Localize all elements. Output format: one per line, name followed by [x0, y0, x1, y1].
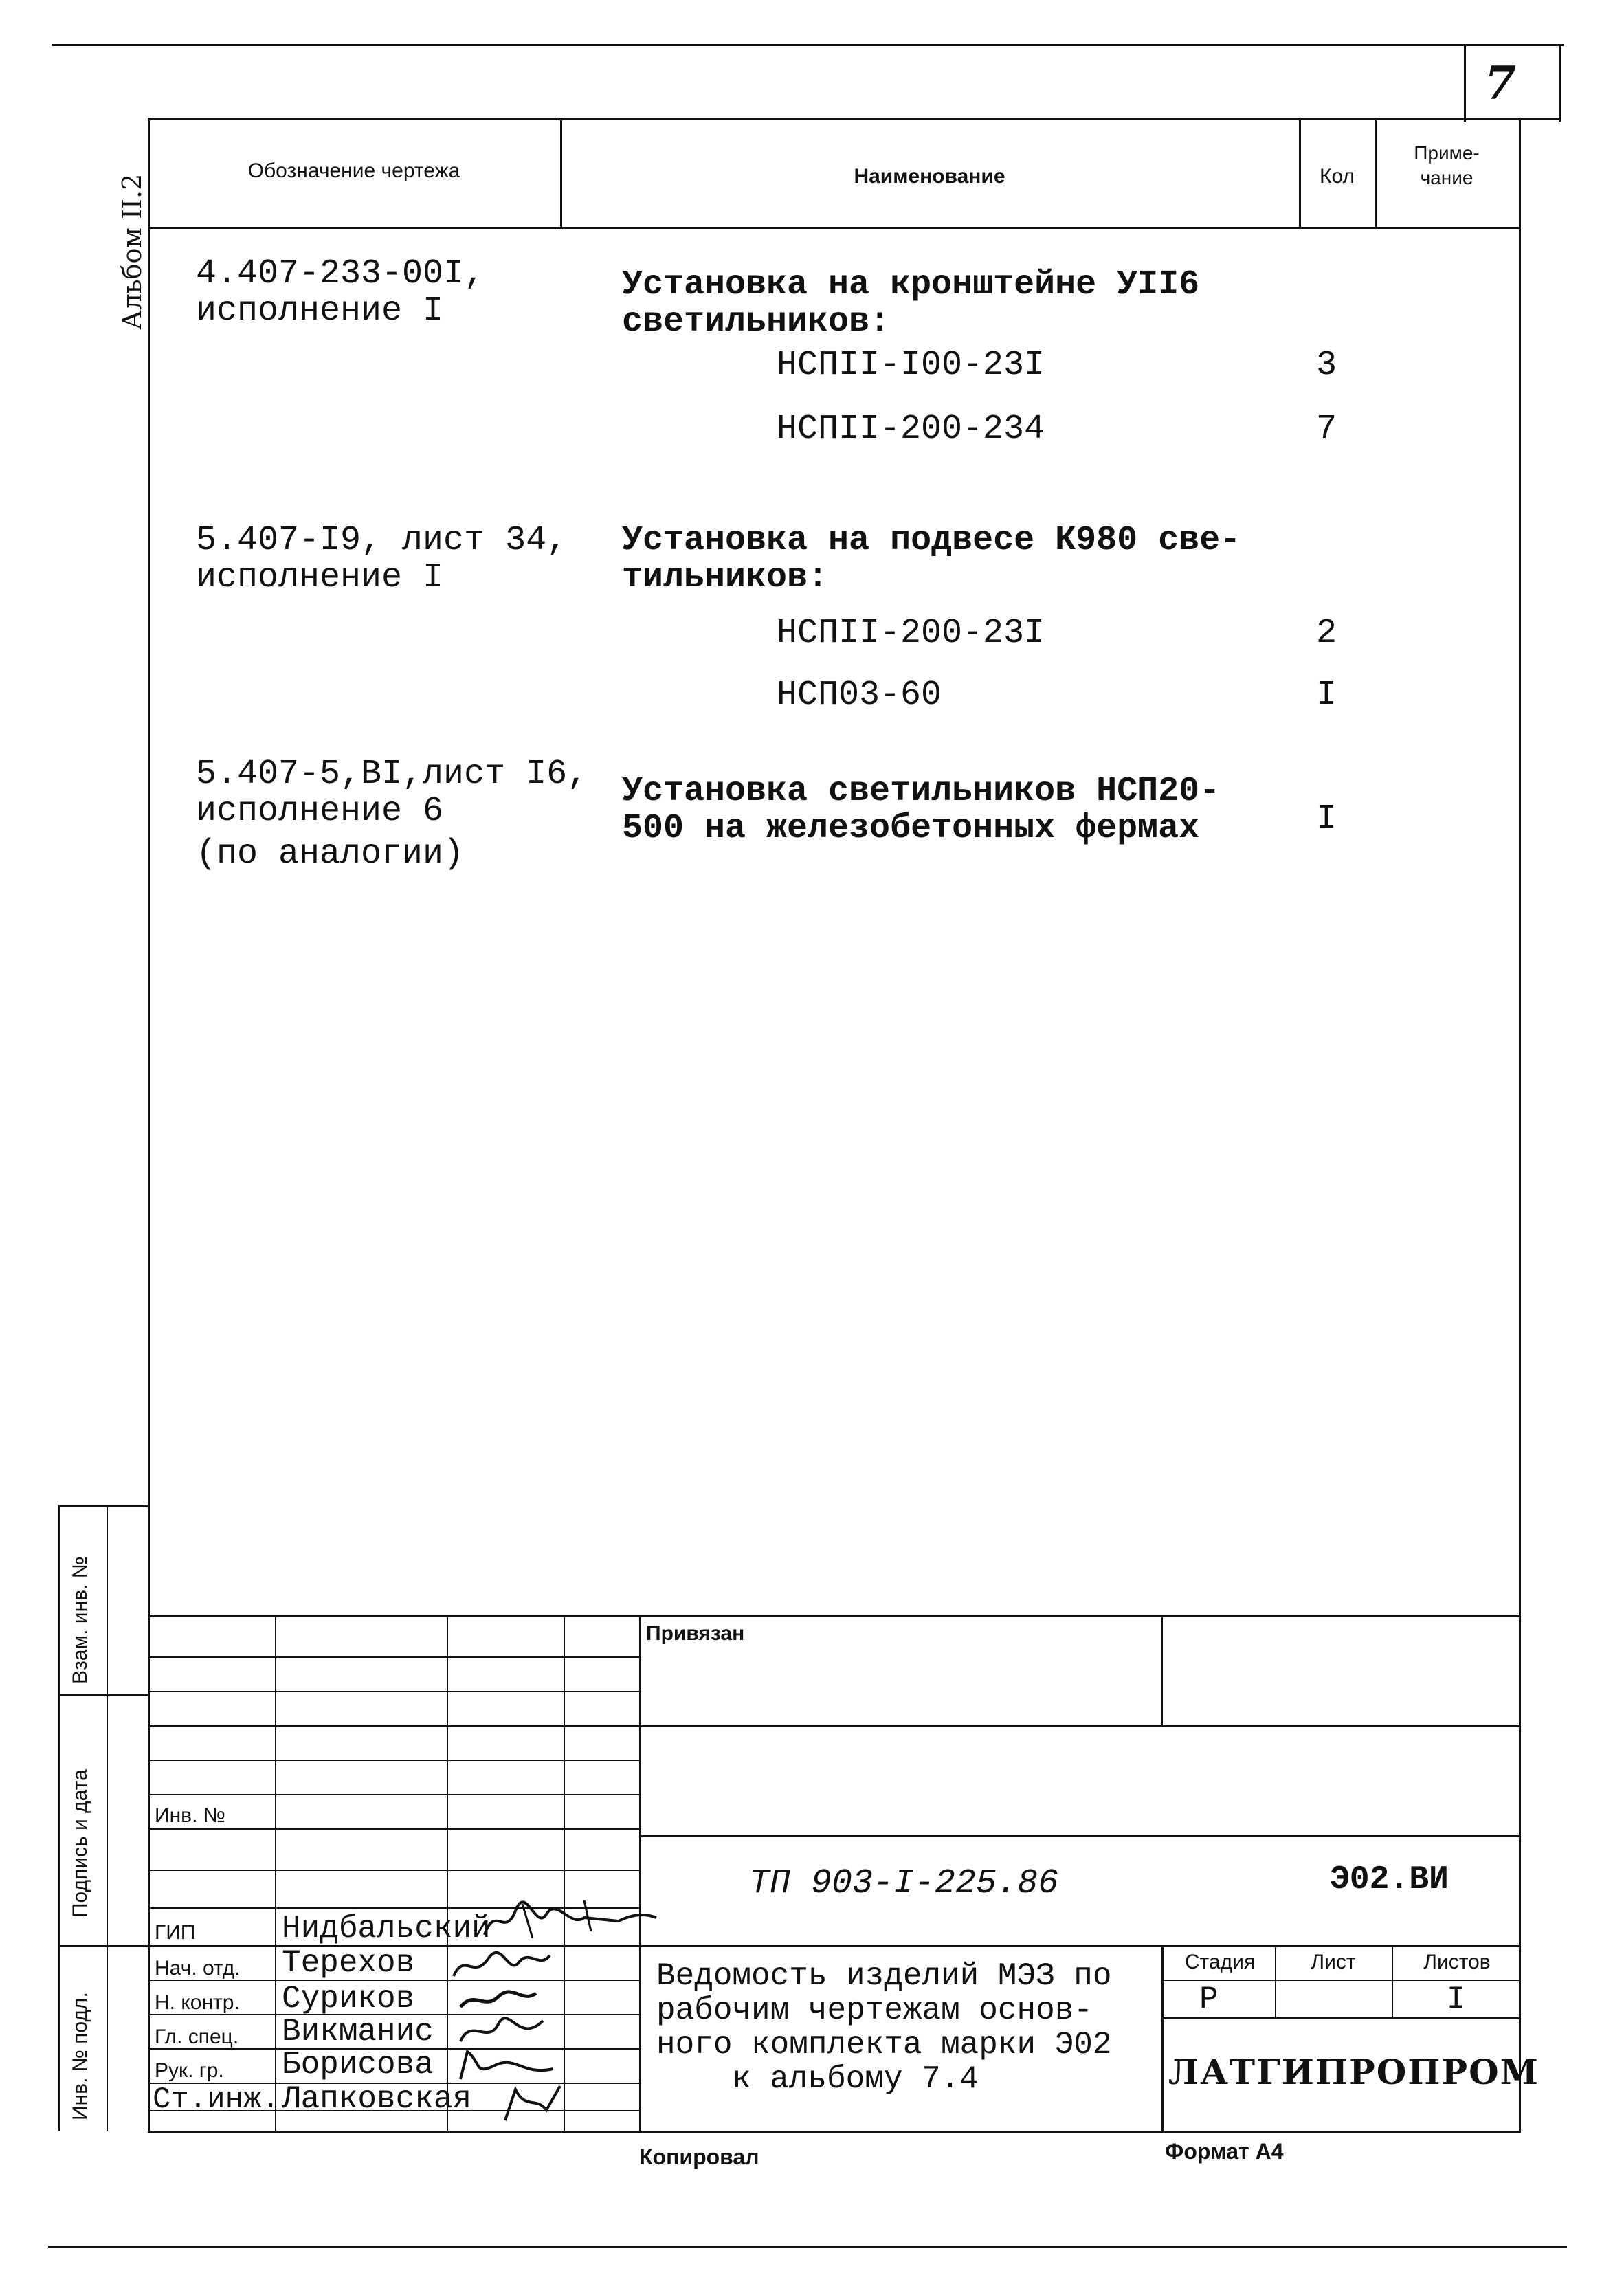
entry-3-qty: I — [1316, 799, 1337, 839]
inv-no-label: Инв. № — [155, 1804, 225, 1827]
stage-values-bottom — [1161, 2017, 1521, 2019]
signature-2 — [450, 1949, 553, 1983]
project-code: ТП 903-I-225.86 — [749, 1864, 1059, 1903]
header-designation: Обозначение чертежа — [247, 159, 460, 182]
entry-1-designation-line-1: 4.407-233-00I, — [196, 254, 485, 293]
side-stamp-top — [58, 1505, 148, 1507]
col-divider-1 — [560, 118, 562, 228]
sheet-label: Лист — [1311, 1951, 1356, 1973]
side-stamp-inner-line — [107, 1505, 108, 2131]
main-frame-bottom — [148, 2131, 1521, 2133]
staff-name-1: Нидбальский — [282, 1911, 491, 1947]
title-block-top — [148, 1615, 1521, 1617]
entry-1-name — [622, 267, 1199, 341]
entry-1-item-1-qty: 3 — [1316, 346, 1337, 385]
stage-value: Р — [1199, 1982, 1219, 2017]
organization-name: ЛАТГИПРОПРОМ — [1168, 2052, 1539, 2092]
entry-3-designation — [196, 756, 588, 873]
staff-role-3: Н. контр. — [155, 1991, 240, 2014]
left-grid-row-1 — [148, 1656, 639, 1658]
staff-name-2: Терехов — [282, 1945, 415, 1981]
staff-role-4: Гл. спец. — [155, 2026, 239, 2048]
title-block-row-code-top — [639, 1835, 1521, 1837]
header-qty: Кол — [1319, 165, 1355, 188]
entry-2-name-line-1: Установка на подвесе К980 све- — [622, 521, 1241, 560]
col-divider-3 — [1375, 118, 1377, 228]
entry-2-name — [622, 522, 1241, 597]
entry-1-item-2-model: НСПII-200-234 — [777, 410, 1045, 449]
left-grid-col-1 — [275, 1615, 276, 2131]
side-stamp-inv-podl: Инв. № подл. — [69, 1992, 91, 2120]
entry-3-designation-line-3: (по аналогии) — [196, 834, 465, 874]
entry-2-name-line-2: тильников: — [622, 558, 829, 597]
album-label: Альбом II.2 — [117, 173, 147, 330]
signature-3 — [457, 1983, 540, 2014]
side-stamp-left-line — [58, 1505, 60, 2131]
main-frame-top — [148, 118, 1560, 120]
stage-label: Стадия — [1184, 1951, 1256, 1973]
footer-copied: Копировал — [639, 2144, 759, 2169]
side-stamp-podpis-data: Подпись и дата — [69, 1769, 91, 1918]
staff-role-1: ГИП — [155, 1921, 196, 1944]
entry-2-item-2-qty: I — [1316, 676, 1337, 715]
entry-3-designation-line-1: 5.407-5,BI,лист I6, — [196, 755, 588, 794]
sheets-label: Листов — [1423, 1951, 1491, 1973]
entry-2-item-1-model: НСПII-200-23I — [777, 614, 1045, 653]
entry-2-item-1-qty: 2 — [1316, 614, 1337, 653]
left-grid-col-3 — [564, 1615, 565, 2131]
entry-2-item-2-model: НСП03-60 — [777, 676, 942, 715]
entry-2-designation-line-2: исполнение I — [196, 558, 444, 597]
signature-6 — [498, 2083, 567, 2124]
left-grid-row-2 — [148, 1691, 639, 1692]
entry-2-designation-line-1: 5.407-I9, лист 34, — [196, 521, 568, 560]
signature-4 — [457, 2014, 546, 2048]
signature-5 — [454, 2048, 557, 2083]
entry-3-name — [622, 773, 1220, 847]
page-number: 7 — [1484, 56, 1516, 110]
entry-1-designation — [196, 256, 485, 330]
entry-1-name-line-1: Установка на кронштейне УII6 — [622, 265, 1200, 304]
main-frame-left — [148, 118, 150, 2132]
sheets-value: I — [1447, 1982, 1466, 2017]
entry-1-item-1-model: НСПII-I00-23I — [777, 346, 1045, 385]
privyazan-divider — [1161, 1615, 1163, 1725]
header-note-line-1: Приме- — [1414, 142, 1480, 164]
side-stamp-div-1 — [58, 1694, 148, 1696]
title-block-row-privyazan-bottom — [148, 1725, 1521, 1727]
main-frame-right — [1519, 118, 1521, 2132]
staff-name-5: Борисова — [282, 2047, 434, 2083]
entry-3-name-line-1: Установка светильников НСП20- — [622, 772, 1221, 811]
left-grid-row-3 — [148, 1760, 639, 1761]
description-divider — [1161, 1945, 1164, 2131]
staff-name-4: Викманис — [282, 2014, 434, 2050]
left-grid-row-6 — [148, 1870, 639, 1871]
stage-col-2 — [1392, 1945, 1393, 2017]
entry-3-designation-line-2: исполнение 6 — [196, 792, 444, 831]
header-note — [1378, 141, 1515, 190]
entry-1-item-2-qty: 7 — [1316, 410, 1337, 449]
bottom-edge-line — [48, 2246, 1567, 2248]
header-bottom-line — [148, 227, 1521, 229]
entry-1-designation-line-2: исполнение I — [196, 291, 444, 331]
stage-header-bottom — [1161, 1980, 1521, 1981]
header-note-line-2: чание — [1420, 167, 1473, 188]
description-line-4: к альбому 7.4 — [732, 2061, 979, 2097]
left-grid-row-5 — [148, 1828, 639, 1830]
entry-1-name-line-2: светильников: — [622, 302, 891, 342]
staff-role-5: Рук. гр. — [155, 2059, 224, 2082]
document-description — [656, 1959, 1112, 2096]
side-stamp-vzam-inv: Взам. инв. № — [69, 1556, 91, 1684]
entry-3-name-line-2: 500 на железобетонных фермах — [622, 809, 1200, 848]
entry-2-designation — [196, 522, 567, 597]
left-grid-col-2 — [447, 1615, 448, 2131]
description-line-2: рабочим чертежам основ- — [656, 1993, 1093, 2028]
page-number-box-left — [1464, 44, 1466, 122]
footer-format: Формат А4 — [1165, 2139, 1284, 2164]
description-line-1: Ведомость изделий МЭЗ по — [656, 1958, 1112, 1994]
page-number-box-right — [1559, 44, 1561, 122]
description-line-3: ного комплекта марки Э02 — [656, 2027, 1112, 2063]
stage-col-1 — [1275, 1945, 1276, 2017]
staff-name-6: Лапковская — [282, 2081, 472, 2117]
side-stamp-div-2 — [58, 1945, 148, 1947]
privyazan-label: Привязан — [646, 1622, 745, 1645]
staff-name-3: Суриков — [282, 1981, 415, 2017]
staff-role-2: Нач. отд. — [155, 1957, 241, 1980]
header-name: Наименование — [854, 165, 1005, 188]
left-grid-row-4 — [148, 1794, 639, 1795]
document-mark: Э02.ВИ — [1330, 1861, 1449, 1898]
top-edge-line — [52, 44, 1564, 46]
signature-1 — [481, 1897, 660, 1945]
title-block-main-divider — [639, 1615, 641, 2131]
staff-role-6: Ст.инж. — [153, 2083, 280, 2117]
